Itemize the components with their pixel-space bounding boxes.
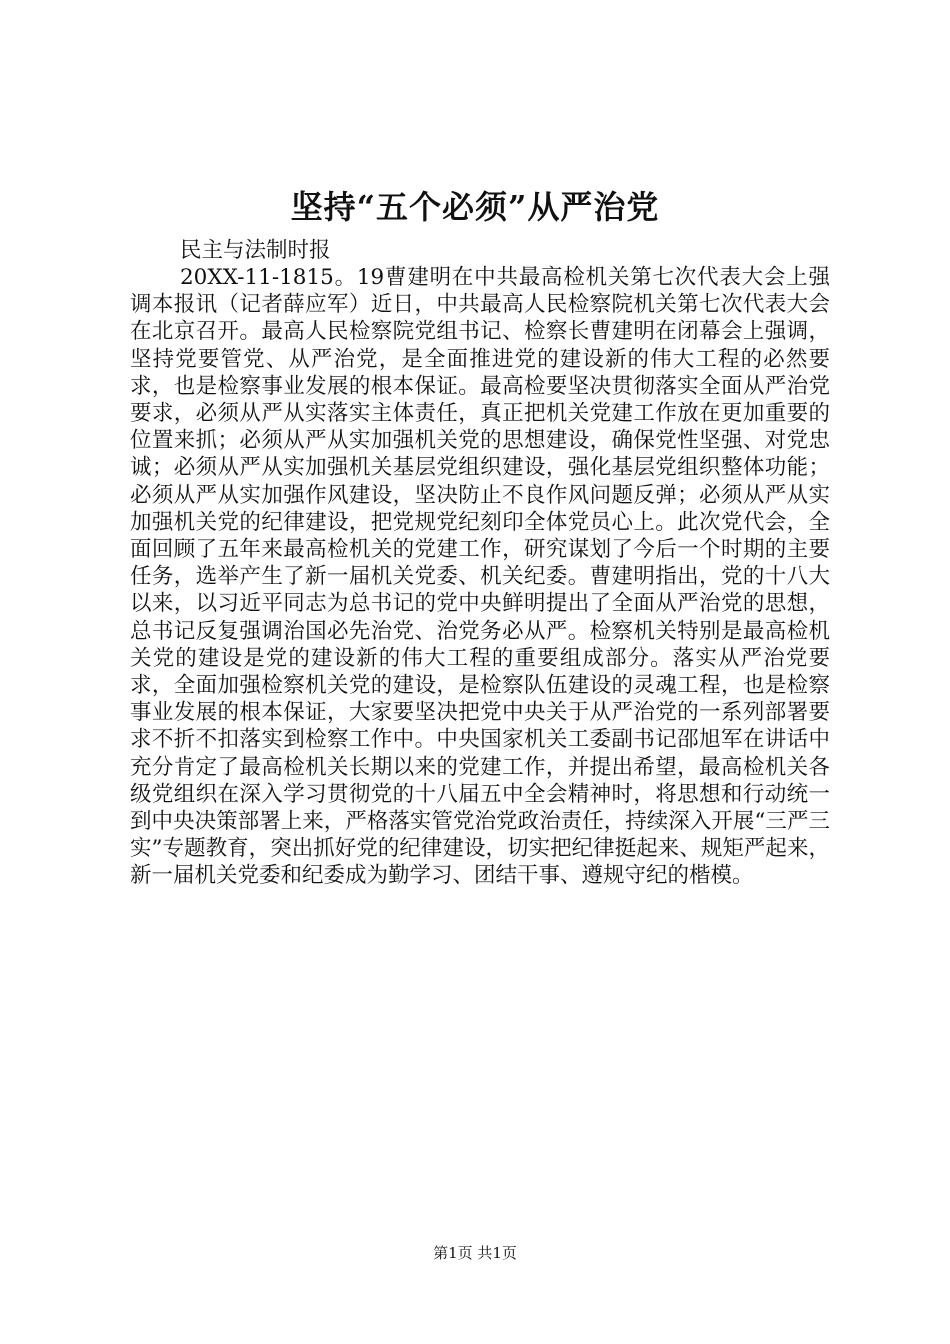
document-title: 坚持“五个必须”从严治党 — [290, 188, 660, 226]
source-line: 民主与法制时报 — [180, 238, 331, 263]
page-footer: 第1页 共1页 — [433, 1244, 517, 1262]
article-body: 20XX-11-1815。19曹建明在中共最高检机关第七次代表大会上强调本报讯（记者薛应军）近日，中共最高人民检察院机关第七次代表大会在北京召开。最高人民检察院党组书记、检察长曹建明在闭幕会上强调，坚持党要管党、从严治党，是全面推进党的建设新的伟大工程的必然要求，也是检察事业发展的根本保证。最高检要坚决贯彻落实全面从严治党要求，必须从严从实落实主体责任，真正把机关党建工作放在更加重要的位置来抓；必须从严从实加强机关党的思想建设，确保党性坚强、对党忠诚；必须从严从实加强机关基层党组织建设，强化基层党组织整体功能；必须从严从实加强作风建设，坚决防止不良作风问题反弹；必须从严从实加强机关党的纪律建设，把党规党纪刻印全体党员心上。此次党代会，全面回顾了五年来最高检机关的党建工作，研究谋划了今后一个时期的主要任务，选举产生了新一届机关党委、机关纪委。曹建明指出，党的十八大以来，以习近平同志为总书记的党中央鲜明提出了全面从严治党的思想，总书记反复强调治国必先治党、治党务必从严。检察机关特别是最高检机关党的建设是党的建设新的伟大工程的重要组成部分。落实从严治党要求，全面加强检察机关党的建设，是检察队伍建设的灵魂工程，也是检察事业发展的根本保证，大家要坚决把党中央关于从严治党的一系列部署要求不折不扣落实到检察工作中。中央国家机关工委副书记邵旭军在讲话中充分肯定了最高检机关长期以来的党建工作，并提出希望，最高检机关各级党组织在深入学习贯彻党的十八届五中全会精神时，将思想和行动统一到中央决策部署上来，严格落实管党治党政治责任，持续深入开展“三严三实”专题教育，突出抓好党的纪律建设，切实把纪律挺起来、规矩严起来，新一届机关党委和纪委成为勤学习、团结干事、遵规守纪的楷模。 — [130, 265, 830, 889]
